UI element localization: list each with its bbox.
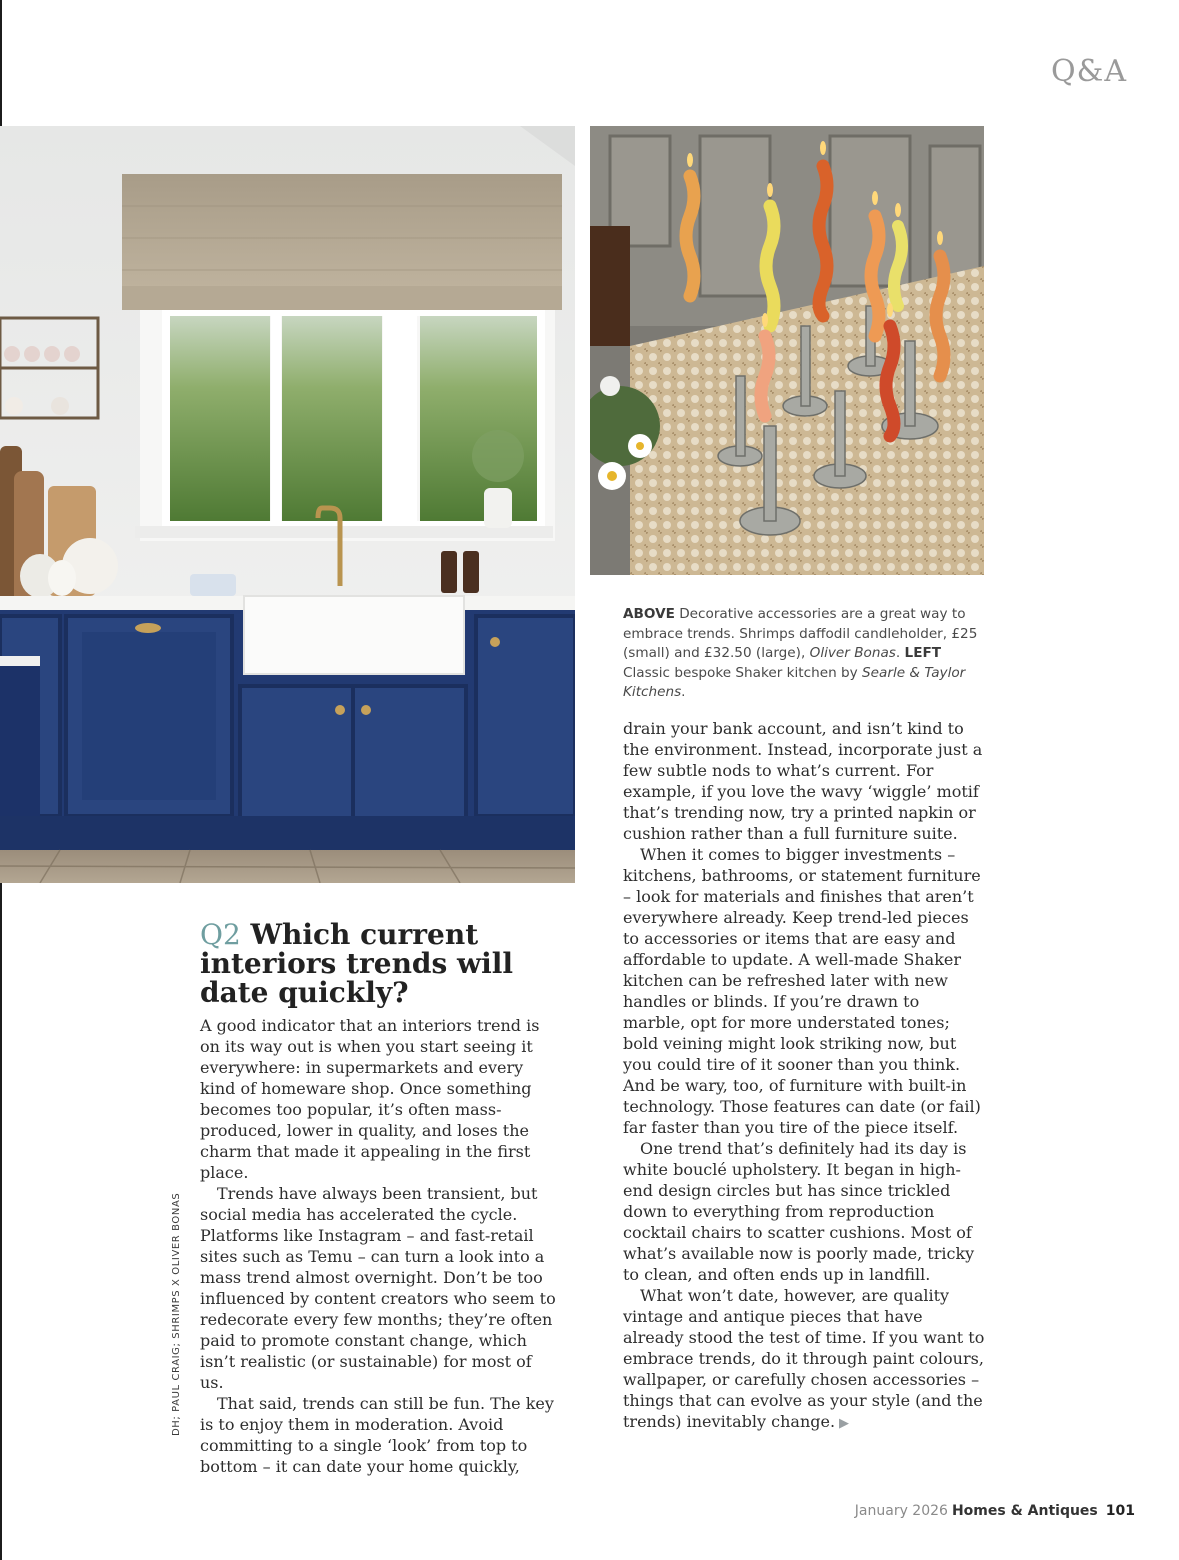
caption-separator: .: [895, 645, 905, 661]
body-paragraph: Trends have always been transient, but social media has accelerated the cycle. Platforms like Instagram – and fast-retail sites such as Temu – can turn a look into a mass trend almost overnight. Don’t be too influenced by content creators who seem to redecorate every few months; they’re often paid to promote constant change, which isn’t realistic (or sustainable) for most of us.: [200, 1184, 556, 1392]
photo-credit: DH; PAUL CRAIG; SHRIMPS X OLIVER BONAS: [171, 1192, 182, 1436]
caption-above-text: Decorative accessories are a great way to embrace trends. Shrimps daffodil candleholder, £25 (small) and £32.50 (large),: [623, 606, 978, 661]
body-paragraph: drain your bank account, and isn’t kind to the environment. Instead, incorporate just a few subtle nods to what’s current. For example, if you love the wavy ‘wiggle’ motif that’s trending now, try a printed napkin or cushion rather than a full furniture suite.: [623, 719, 983, 843]
body-paragraph-last: [623, 1285, 985, 1434]
caption-left-label: LEFT: [904, 645, 942, 661]
caption-above-label: ABOVE: [623, 606, 675, 622]
page-number: 101: [1105, 1503, 1135, 1519]
body-paragraph: One trend that’s definitely had its day is white bouclé upholstery. It began in high-end design circles but has since trickled down to everything from reproduction cocktail chairs to scatter cushions. Most of what’s available now is poorly made, tricky to clean, and often ends up in landfill.: [623, 1139, 975, 1284]
question-heading: [200, 920, 530, 1007]
end-mark-icon: ▶: [839, 1416, 850, 1431]
kitchen-photo: [0, 126, 575, 883]
caption-left-text: Classic bespoke Shaker kitchen by: [623, 664, 863, 681]
caption-end: .: [681, 684, 686, 700]
body-paragraph: When it comes to bigger investments – kitchens, bathrooms, or statement furniture – look for materials and finishes that aren’t everywhere already. Keep trend-led pieces to accessories or items that are easy and affordable to update. A well-made Shaker kitchen can be refreshed later with new handles or blinds. If you’re drawn to marble, opt for more understated tones; bold veining might look striking now, but you could tire of it sooner than you think. And be wary, too, of furniture with built-in technology. Those features can date (or fail) far faster than you tire of the piece itself.: [623, 845, 981, 1137]
question-number: Q2: [200, 918, 241, 951]
body-paragraph: That said, trends can still be fun. The key is to enjoy them in moderation. Avoid committing to a single ‘look’ from top to bottom – it can date your home quickly,: [200, 1394, 554, 1476]
body-paragraph-text: What won’t date, however, are quality vintage and antique pieces that have already stood the test of time. If you want to embrace trends, do it through paint colours, wallpaper, or carefully chosen accessories – things that can evolve as your style (and the trends) inevitably change.: [623, 1286, 985, 1431]
body-column-left: [200, 1015, 560, 1477]
caption-left-brand: Searle & Taylor Kitchens: [623, 664, 966, 700]
body-column-right: [623, 718, 985, 1434]
candleholder-photo: [590, 126, 984, 575]
page-footer: [855, 1503, 1135, 1519]
issue-date: January 2026: [854, 1503, 948, 1519]
question-text: Which current interiors trends will date quickly?: [200, 918, 514, 1009]
magazine-name: Homes & Antiques: [951, 1503, 1098, 1519]
caption-above-brand: Oliver Bonas: [809, 645, 896, 661]
photo-caption: [623, 605, 983, 703]
body-paragraph: A good indicator that an interiors trend is on its way out is when you start seeing it everywhere: in supermarkets and every kind of homeware shop. Once something becomes too popular, it’s often mass-produced, lower in quality, and loses the charm that made it appealing in the first place.: [200, 1016, 540, 1182]
section-label: Q&A: [1051, 54, 1127, 89]
